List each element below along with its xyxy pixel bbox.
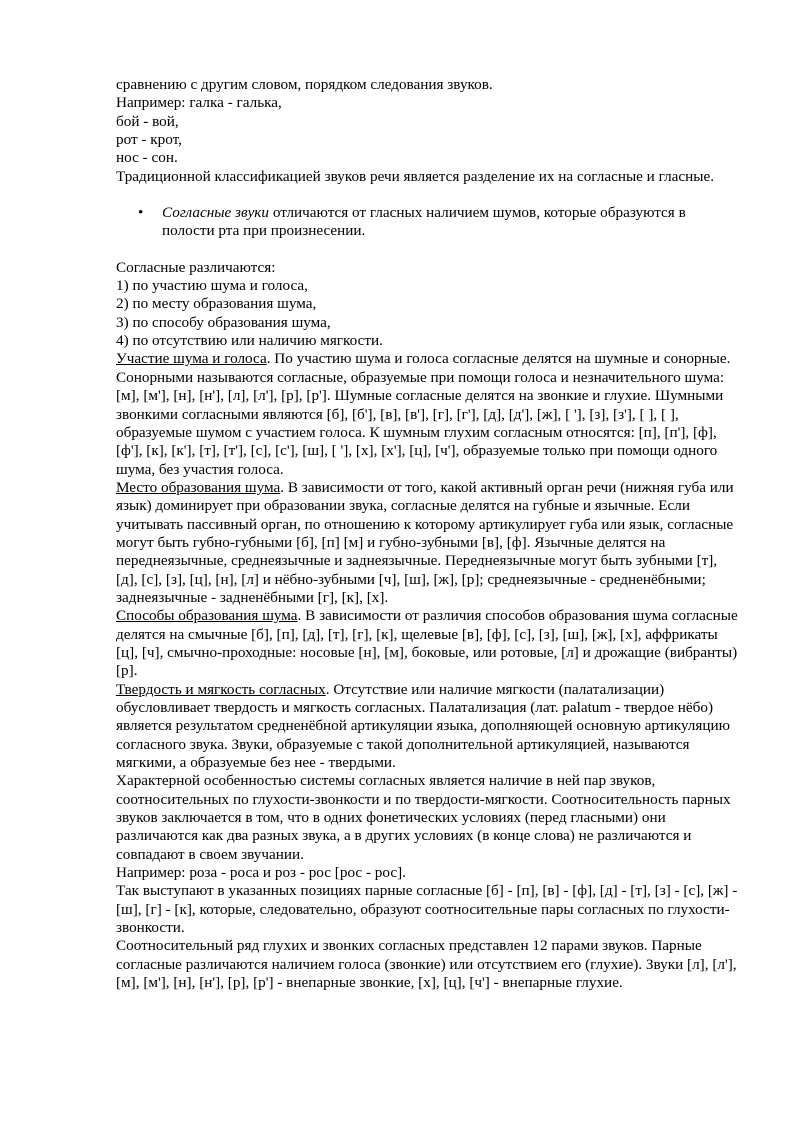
paragraph-paired-consonants: Так выступают в указанных позициях парные согласные [б] - [п], [в] - [ф], [д] - [т], [з] - [с], [ж] - [ш], [г] - [к], которые, следовательно, образуют соотносительные пары согласных по глухости-звонкости.: [116, 882, 738, 937]
bullet-item: [116, 204, 741, 241]
spacer: [116, 186, 741, 204]
criteria-item: 3) по способу образования шума,: [116, 313, 331, 331]
paragraph-pairs: Характерной особенностью системы согласных является наличие в ней пар звуков, соотносительных по глухости-звонкости и по твердости-мягкости. Соотносительность парных звуков заключается в том, что в одних фонетических условиях (перед гласными) они различаются как два разных звука, а в других условиях (в конце слова) не различаются и совпадают в своем звучании.: [116, 772, 731, 863]
bullet-icon: •: [138, 204, 144, 222]
intro-line-1: сравнению с другим словом, порядком следования звуков.: [116, 76, 493, 93]
paragraph-correlative-row: Соотносительный ряд глухих и звонких согласных представлен 12 парами звуков. Парные согласные различаются наличием голоса (звонкие) или отсутствием его (глухие). Звуки [л], [л'], [м], [м'], [н], [н'], [р], [р'] - внепарные звонкие, [х], [ц], [ч'] - внепарные глухие.: [116, 937, 737, 992]
bullet-text: отличаются от гласных наличием шумов, которые образуются в полости рта при произнесении.: [162, 204, 686, 240]
spacer: [116, 241, 741, 259]
criteria-item: 4) по отсутствию или наличию мягкости.: [116, 332, 383, 350]
section-place: [116, 479, 741, 607]
section-heading: Способы образования шума: [116, 607, 298, 625]
intro-line-2: Например: галка - галька,: [116, 94, 282, 112]
bullet-italic-term: Согласные звуки: [162, 204, 270, 222]
intro-line-3: бой - вой,: [116, 112, 179, 130]
section-heading: Твердость и мягкость согласных: [116, 680, 326, 698]
intro-paragraph: Традиционной классификацией звуков речи является разделение их на согласные и гласные.: [116, 167, 714, 185]
section-text: . По участию шума и голоса согласные делятся на шумные и сонорные. Сонорными называются согласные, образуемые при помощи голоса и незначительного шума: [м], [м'], [н], [н'], [л], [л'], [р], [р']. Шумные согласные делятся на звонкие и глухие. Шумными звонкими согласными являются [б], [б'], [в], [в'], [г], [г'], [д], [д'], [ж], [ '], [з], [з'], [ ], [ ], образуемые шумом с участием голоса. К шумным глухим согласным относятся: [п], [п'], [ф], [ф'], [к], [к'], [т], [т'], [с], [с'], [ш], [ '], [х], [х'], [ц], [ч'], образуемые только при помощи одного шума, без участия голоса.: [116, 350, 731, 478]
section-text: . В зависимости от различия способов образования шума согласные делятся на смычные [б], [п], [д], [т], [г], [к], щелевые [в], [ф], [с], [з], [ш], [ж], [х], аффрикаты [ц], [ч], смычно-проходные: носовые [н], [м], боковые, или ротовые, [л] и дрожащие (вибранты) [р].: [116, 607, 738, 680]
criteria-item: 2) по месту образования шума,: [116, 295, 317, 313]
section-text: . Отсутствие или наличие мягкости (палатализации) обусловливает твердость и мягкость согласных. Палатализация (лат. palatum - твердое нёбо) является результатом средненёбной артикуляции языка, дополняющей основную артикуляцию согласного звука. Звуки, образуемые с такой дополнительной артикуляцией, называются мягкими, а образуемые без нее - твердыми.: [116, 680, 730, 772]
intro-line-5: нос - сон.: [116, 149, 178, 167]
criteria-title: Согласные различаются:: [116, 258, 276, 276]
intro-line-4: рот - крот,: [116, 131, 182, 149]
section-hardness: [116, 681, 741, 773]
section-heading: Участие шума и голоса: [116, 350, 267, 368]
section-heading: Место образования шума: [116, 478, 281, 496]
section-manner: [116, 607, 741, 680]
paragraph-example: Например: роза - роса и роз - рос [рос - рос].: [116, 864, 406, 882]
document-body: [116, 76, 741, 993]
criteria-item: 1) по участию шума и голоса,: [116, 277, 308, 295]
section-noise-voice: [116, 350, 741, 478]
section-text: . В зависимости от того, какой активный орган речи (нижняя губа или язык) доминирует при образовании звука, согласные делятся на губные и язычные. Если учитывать пассивный орган, по отношению к которому артикулирует губа или язык, согласные могут быть губно-губными [б], [п] [м] и губно-зубными [в], [ф]. Язычные делятся на переднеязычные, среднеязычные и заднеязычные. Переднеязычные могут быть зубными [т], [д], [с], [з], [ц], [н], [л] и нёбно-зубными [ч], [ш], [ж], [р]; среднеязычные - средненёбными; заднеязычные - задненёбными [г], [к], [х].: [116, 478, 734, 606]
